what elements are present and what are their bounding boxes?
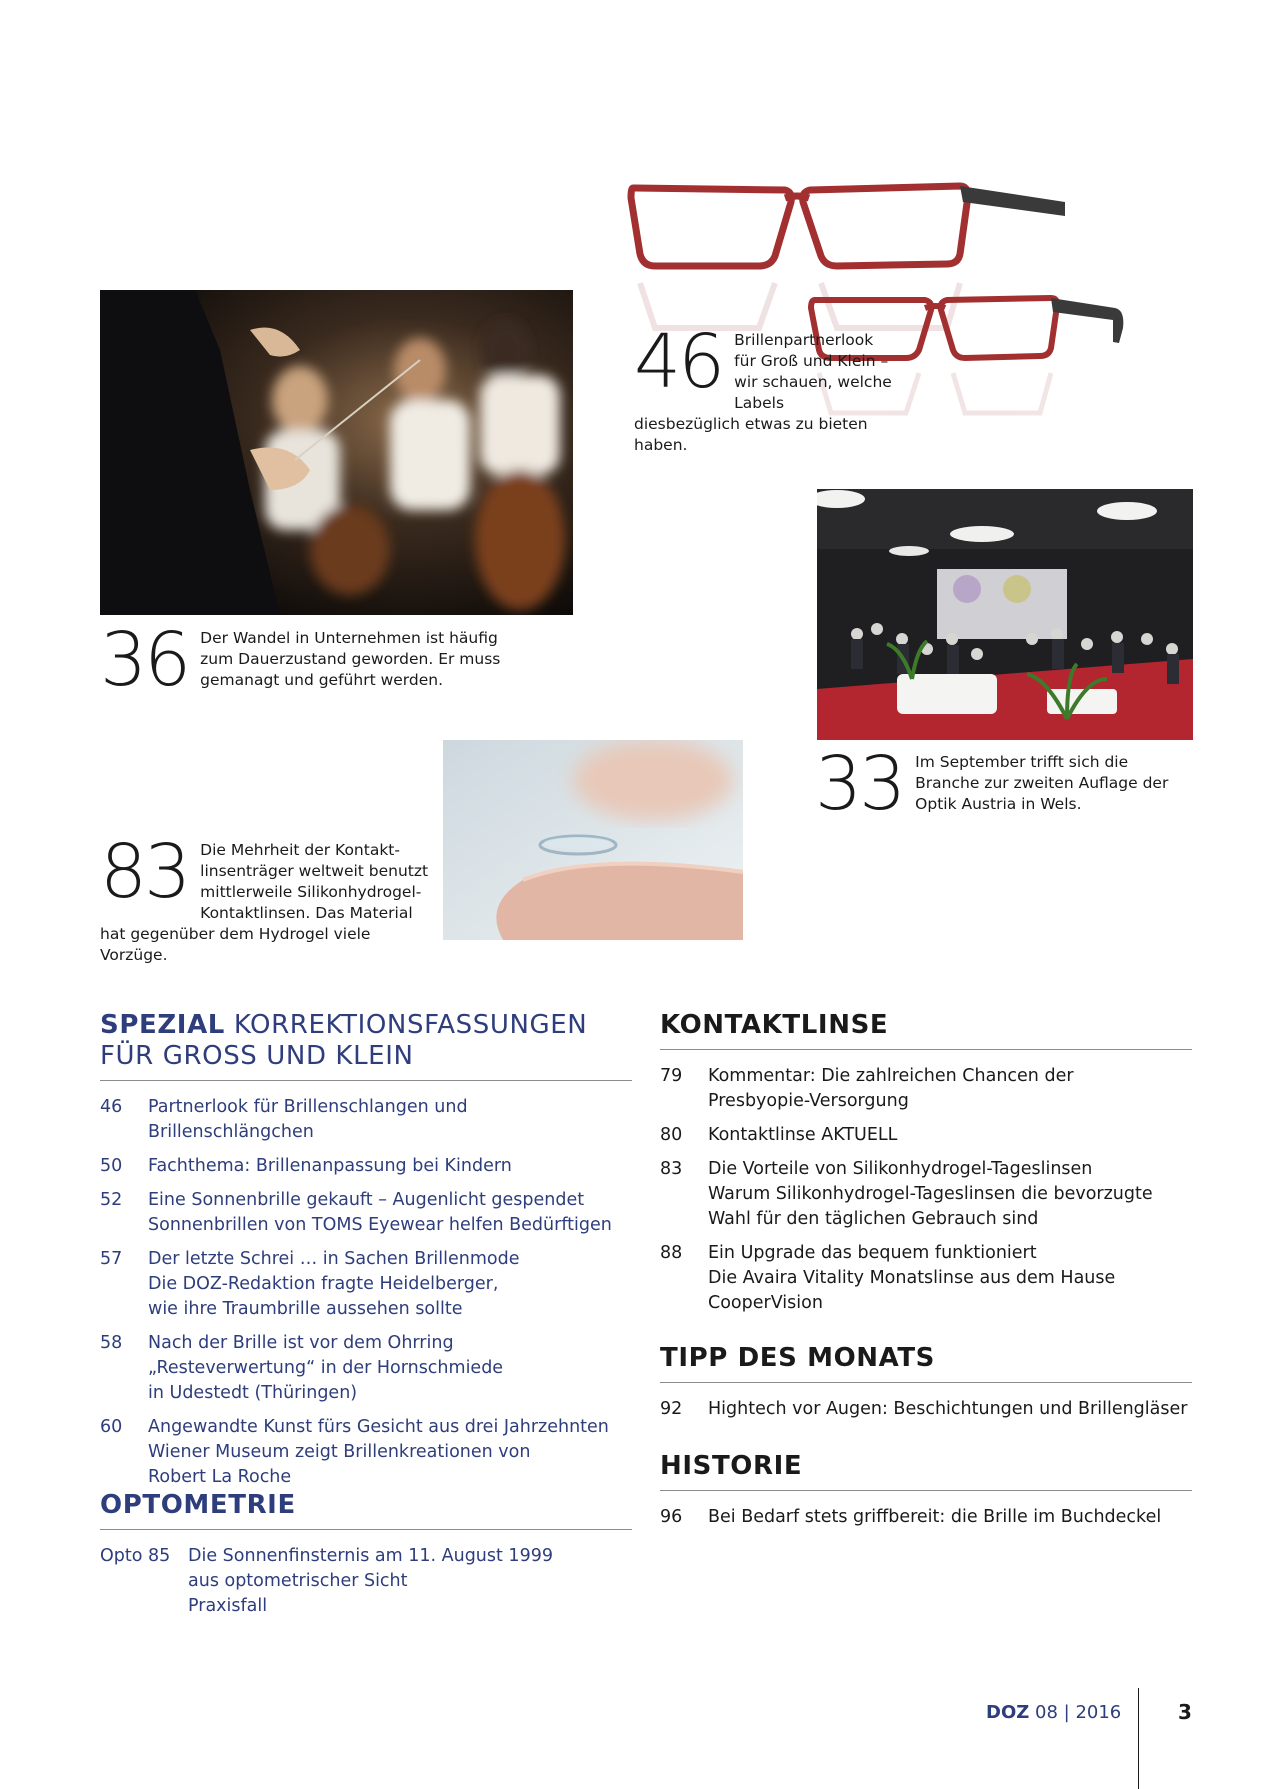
- toc-entry-line: Warum Silikonhydrogel-Tageslinsen die bevorzugte: [708, 1184, 1153, 1204]
- teaser-page-number: 36: [100, 617, 189, 703]
- toc-entry-line: Die Avaira Vitality Monatslinse aus dem Hause: [708, 1268, 1116, 1288]
- toc-entry-line: Eine Sonnenbrille gekauft – Augenlicht gespendet: [148, 1190, 585, 1210]
- toc-entry-line: Kontaktlinse AKTUELL: [708, 1125, 898, 1145]
- toc-entry-line: Wiener Museum zeigt Brillenkreationen von: [148, 1442, 531, 1462]
- toc-entry[interactable]: [660, 1064, 1192, 1114]
- toc-entry-line: Kommentar: Die zahlreichen Chancen der: [708, 1066, 1074, 1086]
- toc-entry-text: [148, 1331, 503, 1406]
- toc-entry[interactable]: [100, 1154, 632, 1179]
- toc-entry-line: CooperVision: [708, 1293, 823, 1313]
- toc-entry-line: in Udestedt (Thüringen): [148, 1383, 358, 1403]
- orchestra-conductor-photo: [100, 290, 573, 615]
- toc-entry-line: Partnerlook für Brillenschlangen und Brillenschlängchen: [148, 1097, 468, 1142]
- section-heading: [100, 1010, 632, 1081]
- toc-entry-text: [188, 1544, 553, 1619]
- toc-page-number: 96: [660, 1507, 683, 1527]
- toc-page-number: 52: [100, 1190, 123, 1210]
- toc-list: [100, 1095, 632, 1490]
- toc-entry-line: Praxisfall: [188, 1596, 268, 1616]
- toc-list: [660, 1397, 1192, 1422]
- toc-entry[interactable]: [100, 1247, 632, 1322]
- toc-entry-line: Die Vorteile von Silikonhydrogel-Tageslinsen: [708, 1159, 1093, 1179]
- toc-entry[interactable]: [100, 1331, 632, 1406]
- toc-entry-line: „Resteverwertung“ in der Hornschmiede: [148, 1358, 504, 1378]
- footer-brand: DOZ: [986, 1702, 1030, 1723]
- toc-entry-line: Bei Bedarf stets griffbereit: die Brille im Buchdeckel: [708, 1507, 1162, 1527]
- toc-entry[interactable]: [660, 1241, 1192, 1316]
- toc-entry-text: [148, 1095, 632, 1145]
- toc-entry-text: [708, 1241, 1115, 1316]
- toc-entry-line: Presbyopie-Versorgung: [708, 1091, 909, 1111]
- teaser-page-number: 83: [100, 829, 189, 915]
- toc-page-number: 92: [660, 1399, 683, 1419]
- toc-entry-line: Fachthema: Brillenanpassung bei Kindern: [148, 1156, 512, 1176]
- toc-entry[interactable]: [100, 1544, 632, 1619]
- toc-entry[interactable]: [660, 1505, 1192, 1530]
- toc-entry-line: aus optometrischer Sicht: [188, 1571, 408, 1591]
- toc-page-number: 57: [100, 1249, 123, 1269]
- section-title: KORREKTIONSFASSUNGEN: [224, 1010, 588, 1040]
- toc-list: [660, 1064, 1192, 1316]
- toc-entry-line: Die DOZ-Redaktion fragte Heidelberger,: [148, 1274, 499, 1294]
- toc-entry[interactable]: [100, 1415, 632, 1490]
- toc-entry-text: [148, 1415, 609, 1490]
- footer-divider: [1138, 1688, 1139, 1789]
- toc-page-number: 80: [660, 1125, 683, 1145]
- toc-page-number: 88: [660, 1243, 683, 1263]
- toc-entry-text: [148, 1188, 612, 1238]
- contact-lens-on-finger-photo: [443, 740, 743, 940]
- toc-section-historie: [660, 1451, 1192, 1539]
- teaser-text: Die Mehrheit der Kontaktlinsenträger weltweit benutzt mittlerweile Silikonhydrogel-Kontaktlinsen. Das Material hat gegenüber dem Hydrogel viele Vorzüge.: [100, 841, 429, 964]
- toc-entry[interactable]: [100, 1095, 632, 1145]
- teaser-page-number: 46: [634, 319, 723, 405]
- toc-section-kontaktlinse: [660, 1010, 1192, 1325]
- section-heading: HISTORIE: [660, 1451, 1192, 1491]
- teaser-33: [815, 741, 1175, 827]
- toc-entry[interactable]: [660, 1123, 1192, 1148]
- section-heading: KONTAKTLINSE: [660, 1010, 1192, 1050]
- toc-page-number: 50: [100, 1156, 123, 1176]
- toc-page-number: 58: [100, 1333, 123, 1353]
- toc-entry-line: Hightech vor Augen: Beschichtungen und Brillengläser: [708, 1399, 1188, 1419]
- toc-entry-text: [708, 1157, 1153, 1232]
- toc-entry-line: wie ihre Traumbrille aussehen sollte: [148, 1299, 463, 1319]
- toc-entry-line: Robert La Roche: [148, 1467, 292, 1487]
- toc-section-spezial: [100, 1010, 632, 1499]
- toc-entry-text: [708, 1064, 1074, 1114]
- toc-page-number: 60: [100, 1417, 123, 1437]
- teaser-text: Der Wandel in Unternehmen ist häufig zum Dauerzustand geworden. Er muss gemanagt und geführt werden.: [200, 629, 501, 689]
- optik-austria-event-photo: [817, 489, 1193, 740]
- toc-entry-line: Wahl für den täglichen Gebrauch sind: [708, 1209, 1039, 1229]
- toc-entry-text: [708, 1123, 897, 1148]
- toc-entry[interactable]: [100, 1188, 632, 1238]
- section-heading: TIPP DES MONATS: [660, 1343, 1192, 1383]
- teaser-83: [100, 829, 440, 966]
- teaser-page-number: 33: [815, 741, 904, 827]
- teaser-46: [634, 319, 894, 456]
- toc-entry-text: [148, 1247, 520, 1322]
- toc-page-number: Opto 85: [100, 1546, 171, 1566]
- toc-entry-line: Die Sonnenfinsternis am 11. August 1999: [188, 1546, 553, 1566]
- teaser-text: Im September trifft sich die Branche zur zweiten Auflage der Optik Austria in Wels.: [915, 753, 1169, 813]
- toc-entry[interactable]: [660, 1397, 1192, 1422]
- teaser-text: Brillenpartnerlook für Groß und Klein – wir schauen, welche Labels diesbezüglich etwas zu bieten haben.: [634, 331, 892, 454]
- toc-list: [100, 1544, 632, 1619]
- toc-list: [660, 1505, 1192, 1530]
- toc-entry-line: Ein Upgrade das bequem funktioniert: [708, 1243, 1037, 1263]
- toc-section-tipp-des-monats: [660, 1343, 1192, 1431]
- toc-page-number: 83: [660, 1159, 683, 1179]
- toc-entry-line: Angewandte Kunst fürs Gesicht aus drei Jahrzehnten: [148, 1417, 609, 1437]
- footer-issue: [986, 1702, 1121, 1723]
- footer-page-number: 3: [1178, 1700, 1192, 1724]
- toc-entry-line: Der letzte Schrei … in Sachen Brillenmode: [148, 1249, 520, 1269]
- section-title-line2: FÜR GROSS UND KLEIN: [100, 1041, 414, 1071]
- toc-entry-text: [708, 1397, 1187, 1422]
- toc-entry-line: Sonnenbrillen von TOMS Eyewear helfen Bedürftigen: [148, 1215, 612, 1235]
- toc-page-number: 79: [660, 1066, 683, 1086]
- toc-entry[interactable]: [660, 1157, 1192, 1232]
- toc-entry-text: [708, 1505, 1161, 1530]
- toc-entry-text: [148, 1154, 512, 1179]
- section-label: SPEZIAL: [100, 1010, 225, 1040]
- footer-issue-date: 08 | 2016: [1035, 1702, 1122, 1723]
- toc-section-optometrie: [100, 1490, 632, 1628]
- toc-page-number: 46: [100, 1097, 123, 1117]
- teaser-36: [100, 617, 520, 703]
- section-heading: OPTOMETRIE: [100, 1490, 632, 1530]
- toc-entry-line: Nach der Brille ist vor dem Ohrring: [148, 1333, 454, 1353]
